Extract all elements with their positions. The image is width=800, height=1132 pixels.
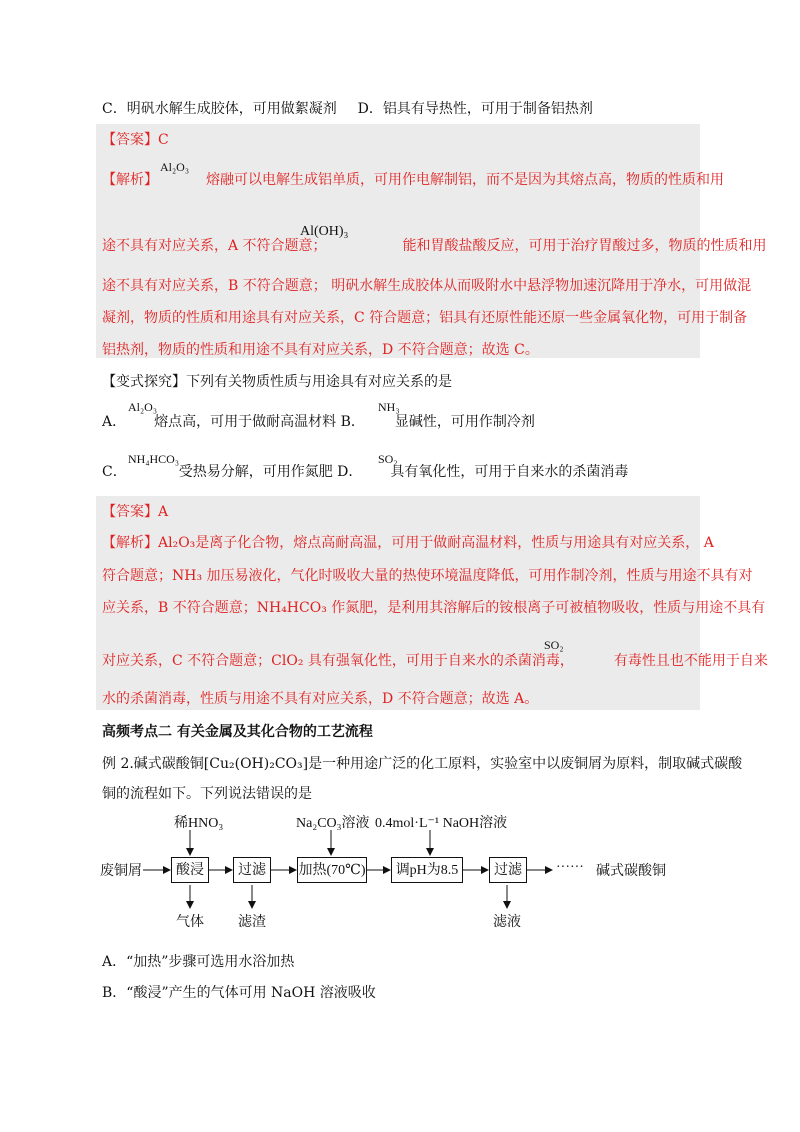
example-line-1: 例 2.碱式碳酸铜[Cu₂(OH)₂CO₃]是一种用途广泛的化工原料，实验室中以废铜屑为原料，制取碱式碳酸 [102,756,743,772]
answer-value: A [158,504,169,520]
flow-end: 碱式碳酸铜 [596,864,666,879]
analysis-label: 【解析】 [102,172,158,188]
flow-step-filter-2: 过滤 [489,857,527,883]
variant-title: 【变式探究】下列有关物质性质与用途具有对应关系的是 [102,374,452,390]
flow-input-naoh: 0.4mol·L⁻¹ NaOH溶液 [375,816,508,831]
answer-label: 【答案】 [102,504,158,520]
q1-option-d: D．铝具有导热性，可用于制备铝热剂 [357,101,593,117]
option-b-text: 显碱性，可用作制冷剂 [394,414,535,430]
example-option-a: A．“加热”步骤可选用水浴加热 [102,954,295,970]
analysis-text: Al₂O₃是离子化合物，熔点高耐高温，可用于做耐高温材料，性质与用途具有对应关系， A [158,535,714,551]
analysis-text: 熔融可以电解生成铝单质，可用作电解制铝，而不是因为其熔点高，物质的性质和用 [206,172,724,188]
option-d-text: 具有氧化性，可用于自来水的杀菌消毒 [390,464,629,480]
option-c-prefix: C． [102,464,127,480]
analysis-text: 能和胃酸盐酸反应，可用于治疗胃酸过多，物质的性质和用 [402,238,767,254]
chem-al2o3: Al₂O₃ [160,160,190,174]
analysis-1-line-3: 途不具有对应关系，B 不符合题意； 明矾水解生成胶体从而吸附水中悬浮物加速沉降用于净水，可用做混 [102,278,752,294]
analysis-text: 对应关系，C 不符合题意；ClO₂ 具有强氧化性，可用于自来水的杀菌消毒， [102,653,574,669]
chem-al2o3: Al₂O₃ [128,400,158,414]
analysis-label: 【解析】 [102,535,158,551]
analysis-1-line-4: 凝剂，物质的性质和用途具有对应关系，C 符合题意；铝具有还原性能还原一些金属氧化物，可用于制备 [102,310,748,326]
flow-out-gas: 气体 [176,915,204,930]
chem-nh4hco3: NH₄HCO₃ [128,452,180,466]
answer-label: 【答案】 [102,132,158,148]
example-option-b: B．“酸浸”产生的气体可用 NaOH 溶液吸收 [102,985,376,1001]
flow-step-heat: 加热(70℃) [297,857,367,883]
chem-so2: SO₂ [378,452,398,466]
flow-dots: ······ [556,860,584,875]
flow-step-adjust-ph: 调pH为8.5 [391,857,463,883]
answer-value: C [158,132,169,148]
option-a-text: 熔点高，可用于做耐高温材料 B． [154,414,365,430]
flow-start: 废铜屑 [100,864,142,879]
q1-option-c: C．明矾水解生成胶体，可用做絮凝剂 [102,101,337,117]
chem-so2: SO₂ [544,638,564,652]
flow-input-hno3: 稀HNO₃ [174,816,224,831]
flow-out-residue: 滤渣 [238,915,266,930]
option-a-prefix: A． [102,414,127,430]
analysis-2-line-5: 水的杀菌消毒，性质与用途不具有对应关系，D 不符合题意；故选 A。 [102,691,539,707]
analysis-text: 途不具有对应关系，A 不符合题意； [102,238,327,254]
flow-input-na2co3: Na₂CO₃溶液 [296,816,370,831]
section-title: 高频考点二 有关金属及其化合物的工艺流程 [102,724,373,740]
analysis-2-line-3: 应关系，B 不符合题意；NH₄HCO₃ 作氮肥，是利用其溶解后的铵根离子可被植物吸收，性质与用途不具有 [102,600,766,616]
example-line-2: 铜的流程如下。下列说法错误的是 [102,786,312,802]
chem-aloh3: Al(OH)₃ [300,224,349,239]
chem-nh3: NH₃ [378,400,400,414]
analysis-text: 有毒性且也不能用于自来 [613,653,768,669]
flow-step-acid-leach: 酸浸 [171,857,209,883]
analysis-2-line-2: 符合题意；NH₃ 加压易液化，气化时吸收大量的热使环境温度降低，可用作制冷剂，性质与用途不具有对 [102,568,753,584]
flow-out-filtrate: 滤液 [493,915,521,930]
flow-step-filter-1: 过滤 [233,857,271,883]
option-c-text: 受热易分解，可用作氮肥 D． [178,464,363,480]
analysis-1-line-5: 铝热剂，物质的性质和用途不具有对应关系，D 不符合题意；故选 C。 [102,342,539,358]
